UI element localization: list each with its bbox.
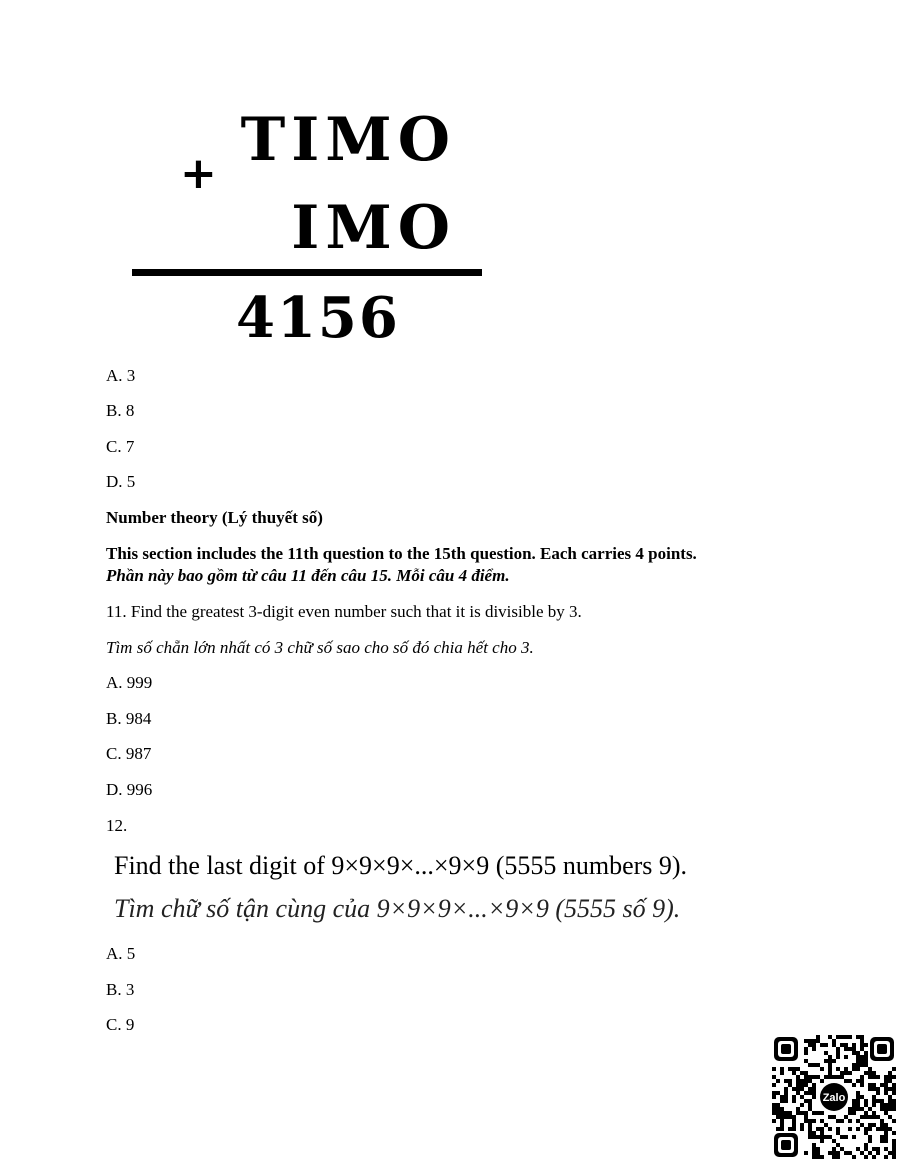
plus-sign: + <box>180 148 217 199</box>
addend-timo: TIMO <box>240 105 456 175</box>
q12-option-a: A. 5 <box>106 944 136 963</box>
q12-option-b: B. 3 <box>106 980 135 999</box>
zalo-logo-label: Zalo <box>822 1092 846 1104</box>
q10-option-b: B. 8 <box>106 401 135 420</box>
cryptarithm-figure <box>128 100 488 350</box>
q12-text-vi: Tìm chữ số tận cùng của 9×9×9×...×9×9 (5555 số 9). <box>114 894 681 923</box>
q10-option-c: C. 7 <box>106 437 135 456</box>
q10-option-d: D. 5 <box>106 472 136 491</box>
q11-option-c: C. 987 <box>106 744 152 763</box>
sum-line <box>132 269 482 276</box>
addend-imo: IMO <box>291 193 456 263</box>
q11-option-d: D. 996 <box>106 780 153 799</box>
section-heading: Number theory (Lý thuyết số) <box>106 508 323 527</box>
q12-number: 12. <box>106 816 128 835</box>
q12-option-c: C. 9 <box>106 1015 135 1034</box>
q11-text-vi: Tìm số chẵn lớn nhất có 3 chữ số sao cho số đó chia hết cho 3. <box>106 638 534 657</box>
q11-option-a: A. 999 <box>106 673 153 692</box>
section-intro-vi: Phần này bao gồm từ câu 11 đến câu 15. Mỗi câu 4 điểm. <box>106 566 510 585</box>
sum-result: 4156 <box>236 285 400 351</box>
q11-option-b: B. 984 <box>106 709 152 728</box>
qr-code-icon <box>772 1035 896 1159</box>
q12-text-en: Find the last digit of 9×9×9×...×9×9 (5555 numbers 9). <box>114 851 688 880</box>
q10-option-a: A. 3 <box>106 366 136 385</box>
q11-text-en: 11. Find the greatest 3-digit even number such that it is divisible by 3. <box>106 602 582 621</box>
section-intro-en: This section includes the 11th question to the 15th question. Each carries 4 points. <box>106 544 697 563</box>
